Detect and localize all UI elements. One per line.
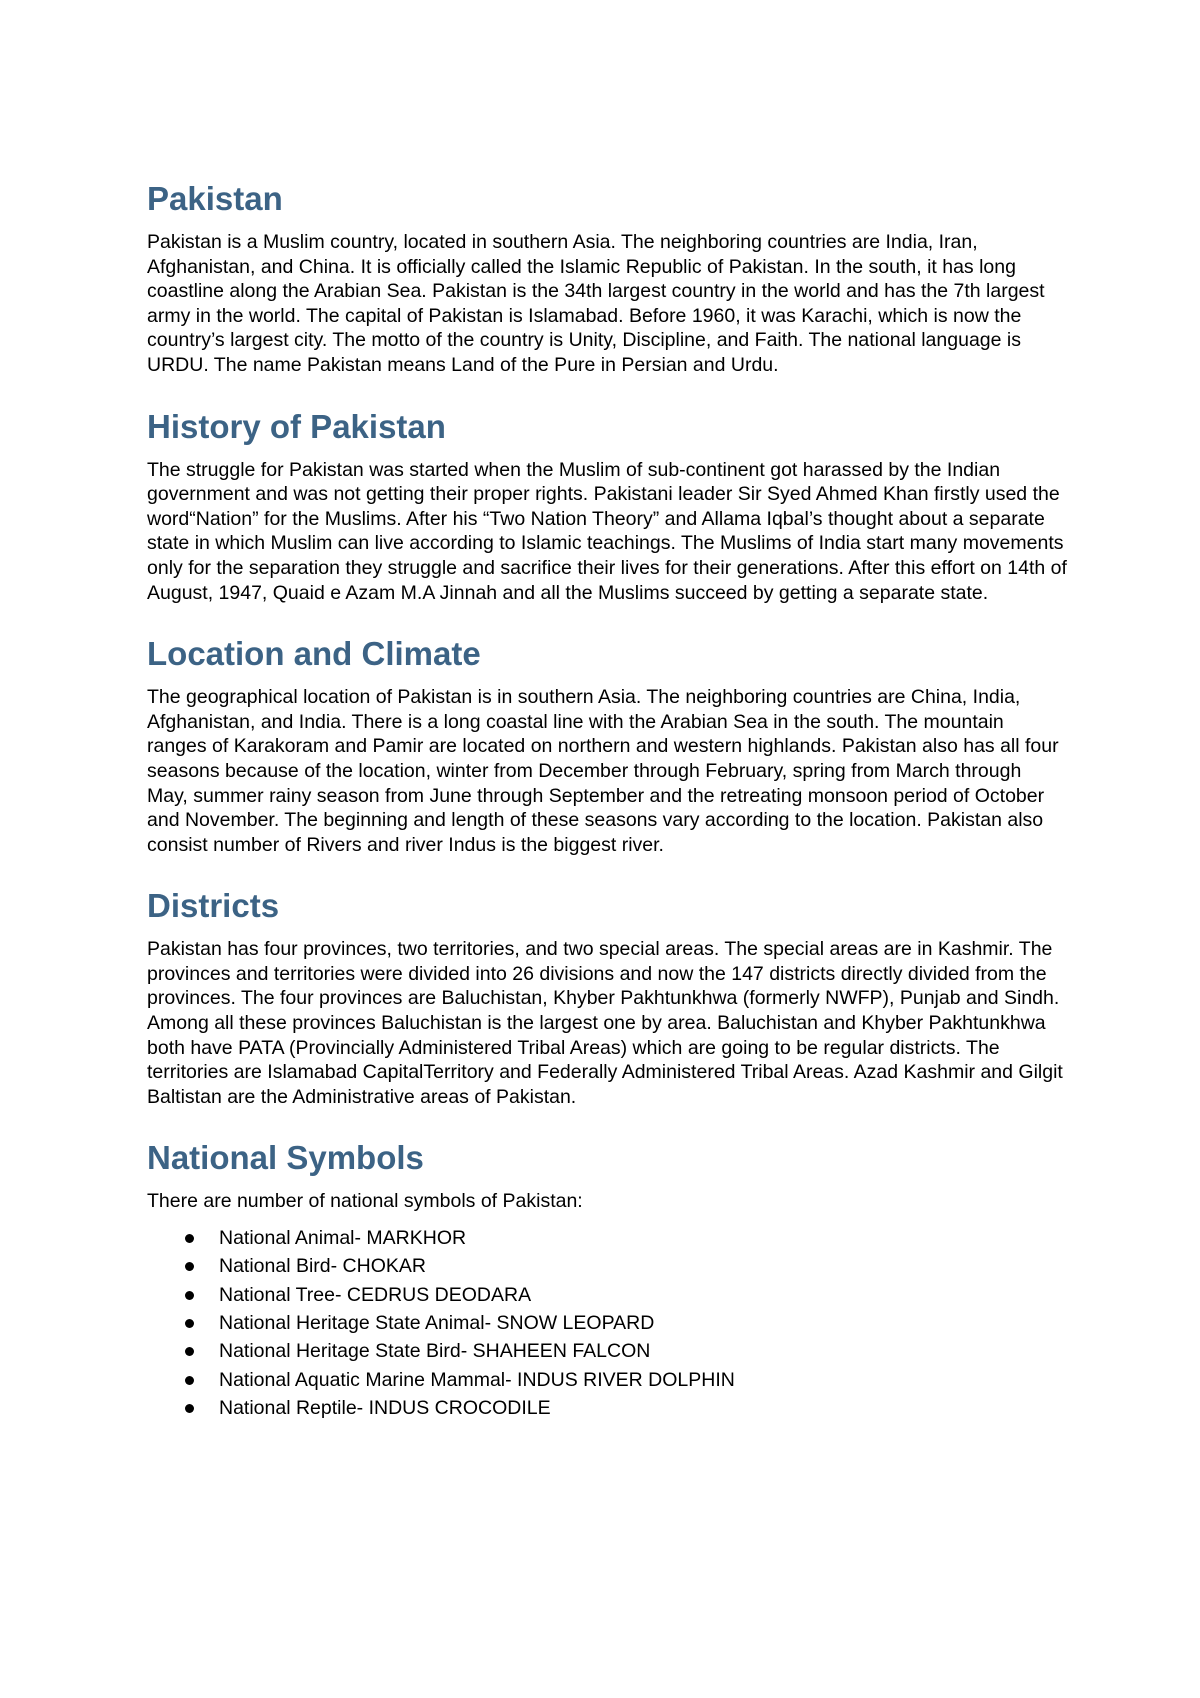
list-item-text: National Bird- CHOKAR (219, 1255, 426, 1278)
section-title: Districts (147, 887, 280, 925)
bullet-icon (185, 1376, 194, 1385)
list-item (219, 1224, 1067, 1252)
bullet-icon (185, 1262, 194, 1271)
section-title: National Symbols (147, 1139, 424, 1177)
list-item (219, 1281, 1067, 1309)
section-history (147, 406, 1067, 606)
section-body: The struggle for Pakistan was started when the Muslim of sub-continent got harassed by the Indian government and was not getting their proper rights. Pakistani leader Sir Syed Ahmed Khan firstly used the word“Nation” for the Muslims. After his “Two Nation Theory” and Allama Iqbal’s thought about a separate state in which Muslim can live according to Islamic teachings. The Muslims of India start many movements only for the separation they struggle and sacrifice their lives for their generations. After this effort on 14th of August, 1947, Quaid e Azam M.A Jinnah and all the Muslims succeed by getting a separate state. (147, 458, 1067, 604)
section-body: Pakistan has four provinces, two territories, and two special areas. The special areas are in Kashmir. The provinces and territories were divided into 26 divisions and now the 147 districts directly divided from the provinces. The four provinces are Baluchistan, Khyber Pakhtunkhwa (formerly NWFP), Punjab and Sindh. Among all these provinces Baluchistan is the largest one by area. Baluchistan and Khyber Pakhtunkhwa both have PATA (Provincially Administered Tribal Areas) which are going to be regular districts. The territories are Islamabad CapitalTerritory and Federally Administered Tribal Areas. Azad Kashmir and Gilgit Baltistan are the Administrative areas of Pakistan. (147, 938, 1063, 1108)
list-item (219, 1309, 1067, 1337)
bullet-icon (185, 1319, 194, 1328)
section-location-climate (147, 633, 1067, 857)
bullet-icon (185, 1347, 194, 1356)
section-title: Pakistan (147, 180, 283, 217)
bullet-icon (185, 1404, 194, 1413)
bullet-icon (185, 1234, 194, 1243)
list-item-text: National Heritage State Bird- SHAHEEN FALCON (219, 1340, 651, 1363)
list-item (219, 1337, 1067, 1365)
list-item-text: National Animal- MARKHOR (219, 1227, 467, 1250)
document-page (147, 178, 1067, 1422)
section-districts (147, 885, 1067, 1109)
symbols-list (147, 1224, 1067, 1422)
list-item (219, 1252, 1067, 1280)
list-item-text: National Tree- CEDRUS DEODARA (219, 1283, 532, 1306)
section-body: The geographical location of Pakistan is in southern Asia. The neighboring countries are China, India, Afghanistan, and India. There is a long coastal line with the Arabian Sea in the south. The mountain ranges of Karakoram and Pamir are located on northern and western highlands. Pakistan also has all four seasons because of the location, winter from December through February, spring from March through May, summer rainy season from June through September and the retreating monsoon period of October and November. The beginning and length of these seasons vary according to the location. Pakistan also consist number of Rivers and river Indus is the biggest river. (147, 686, 1059, 856)
list-item-text: National Aquatic Marine Mammal- INDUS RIVER DOLPHIN (219, 1368, 735, 1391)
symbols-intro: There are number of national symbols of Pakistan: (147, 1190, 583, 1213)
list-item-text: National Heritage State Animal- SNOW LEOPARD (219, 1311, 655, 1334)
section-pakistan (147, 178, 1067, 378)
section-title: Location and Climate (147, 635, 481, 673)
section-title: History of Pakistan (147, 407, 446, 445)
section-national-symbols (147, 1137, 1067, 1422)
list-item-text: National Reptile- INDUS CROCODILE (219, 1396, 551, 1419)
bullet-icon (185, 1291, 194, 1300)
list-item (219, 1366, 1067, 1394)
section-body: Pakistan is a Muslim country, located in southern Asia. The neighboring countries are India, Iran, Afghanistan, and China. It is officially called the Islamic Republic of Pakistan. In the south, it has long coastline along the Arabian Sea. Pakistan is the 34th largest country in the world and has the 7th largest army in the world. The capital of Pakistan is Islamabad. Before 1960, it was Karachi, which is now the country’s largest city. The motto of the country is Unity, Discipline, and Faith. The national language is URDU. The name Pakistan means Land of the Pure in Persian and Urdu. (147, 231, 1045, 376)
list-item (219, 1394, 1067, 1422)
